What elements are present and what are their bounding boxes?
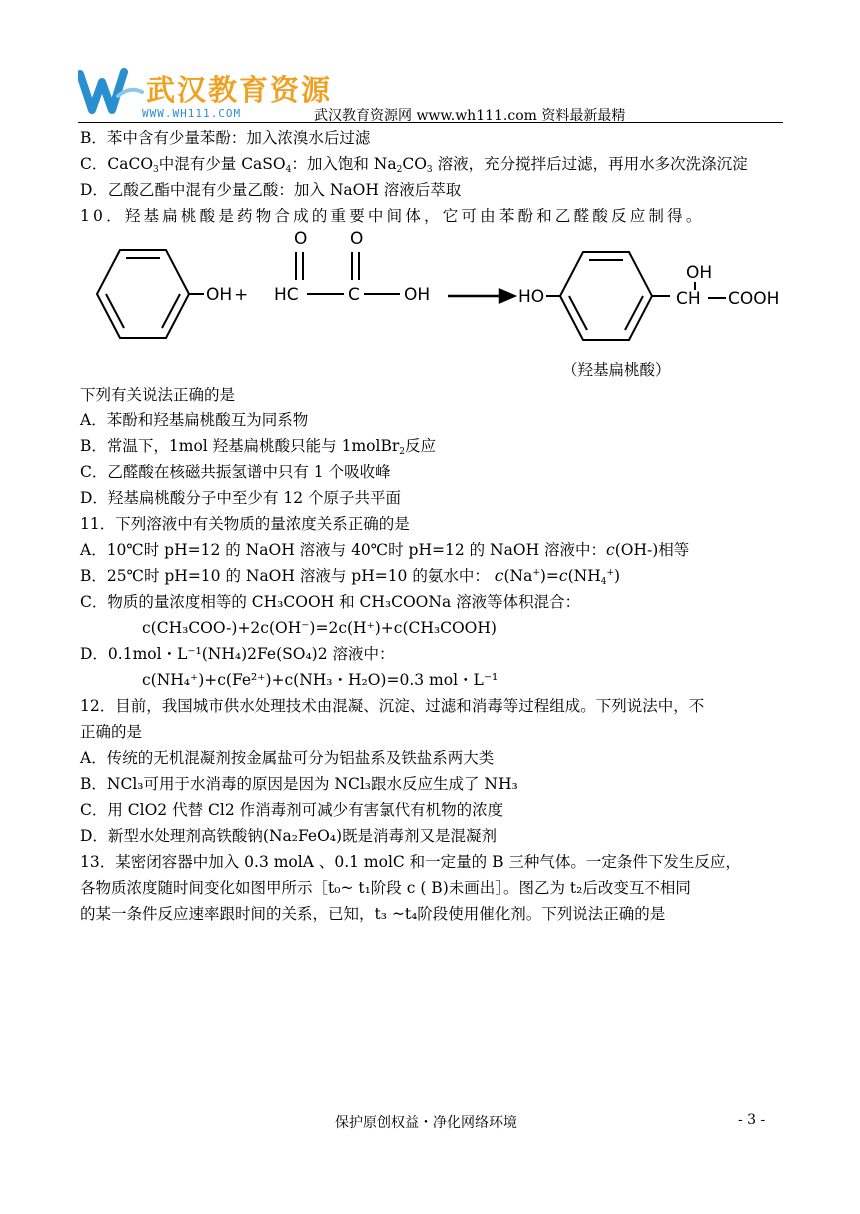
q11-option-d-equation: c(NH₄⁺)+c(Fe²⁺)+c(NH₃・H₂O)=0.3 mol・L⁻¹ — [142, 671, 499, 689]
phenol-oh-label: OH — [206, 285, 233, 305]
product-ch-label: CH — [676, 289, 701, 309]
logo-wave-icon — [78, 66, 144, 116]
glyoxylic-hc-label: HC — [274, 285, 299, 305]
glyoxylic-c-label: C — [348, 285, 360, 305]
q9-option-d: D．乙酸乙酯中混有少量乙酸：加入 NaOH 溶液后萃取 — [80, 181, 462, 199]
glyoxylic-o1-label: O — [294, 229, 308, 249]
q10-option-d: D．羟基扁桃酸分子中至少有 12 个原子共平面 — [80, 489, 402, 507]
q9-option-b: B．苯中含有少量苯酚：加入浓溴水后过滤 — [80, 129, 371, 147]
reaction-arrow — [448, 290, 514, 302]
q11-option-c: C．物质的量浓度相等的 CH₃COOH 和 CH₃COONa 溶液等体积混合： — [80, 593, 581, 611]
q9-option-c: C．CaCO$_3$中混有少量 CaSO$_4$：加入饱和 $Na_2CO_3$ 溶液，充分搅拌后过滤，再用水多次洗涤沉淀 — [80, 155, 748, 175]
q10-option-a: A．苯酚和羟基扁桃酸互为同系物 — [80, 411, 309, 429]
reaction-scheme — [86, 228, 806, 353]
q13-stem-line3: 的某一条件反应速率跟时间的关系，已知，t₃ ~t₄阶段使用催化剂。下列说法正确的是 — [80, 905, 666, 923]
product-cooh-label: COOH — [728, 289, 780, 309]
q12-option-b: B．NCl₃可用于水消毒的原因是因为 NCl₃跟水反应生成了 NH₃ — [80, 775, 518, 793]
logo-url: WWW.WH111.COM — [142, 107, 242, 120]
product-oh-label: OH — [686, 263, 713, 283]
q13-stem-line2: 各物质浓度随时间变化如图甲所示［t₀~ t₁阶段 c ( B)未画出］。图乙为 t₂后改变互不相同 — [80, 879, 691, 897]
plus-sign: + — [234, 285, 249, 305]
logo-text: 武汉教育资源 — [146, 73, 333, 107]
q11-option-c-equation: c(CH₃COO-)+2c(OH⁻)=2c(H⁺)+c(CH₃COOH) — [142, 619, 497, 637]
q12-stem-line1: 12．目前，我国城市供水处理技术由混凝、沉淀、过滤和消毒等过程组成。下列说法中，不 — [80, 697, 705, 715]
footer-slogan: 保护原创权益・净化网络环境 — [335, 1115, 517, 1131]
page-number: - 3 - — [738, 1112, 766, 1128]
q10-stem: 10．羟基扁桃酸是药物合成的重要中间体，它可由苯酚和乙醛酸反应制得。 — [80, 207, 705, 225]
q12-stem-line2: 正确的是 — [80, 723, 143, 741]
q12-option-a: A．传统的无机混凝剂按金属盐可分为铝盐系及铁盐系两大类 — [80, 749, 495, 767]
product-name-caption: （羟基扁桃酸） — [562, 361, 671, 379]
q10-question: 下列有关说法正确的是 — [80, 386, 236, 404]
header-caption: 武汉教育资源网 www.wh111.com 资料最新最精 — [314, 108, 626, 124]
product-ring — [546, 252, 670, 340]
q11-option-a: A．10℃时 pH=12 的 NaOH 溶液与 40℃时 pH=12 的 NaOH 溶液中：c(OH-)相等 — [80, 541, 690, 559]
q13-stem-line1: 13．某密闭容器中加入 0.3 molA 、0.1 molC 和一定量的 B 三种气体。一定条件下发生反应， — [80, 853, 741, 871]
q11-stem: 11．下列溶液中有关物质的量浓度关系正确的是 — [80, 515, 410, 533]
q10-option-c: C．乙醛酸在核磁共振氢谱中只有 1 个吸收峰 — [80, 463, 391, 481]
glyoxylic-o2-label: O — [350, 229, 364, 249]
header-rule — [78, 122, 783, 123]
product-ho-label: HO — [518, 287, 545, 307]
q10-option-b: B．常温下，1mol 羟基扁桃酸只能与 1molBr$_2$反应 — [80, 437, 436, 457]
q11-option-b: B．25℃时 pH=10 的 NaOH 溶液与 pH=10 的氨水中： $c(Na^+)=c(NH_4^+)$ — [80, 567, 621, 587]
phenol-ring — [97, 250, 204, 338]
q12-option-d: D．新型水处理剂高铁酸钠(Na₂FeO₄)既是消毒剂又是混凝剂 — [80, 827, 498, 845]
q11-option-d: D．0.1mol・L⁻¹(NH₄)2Fe(SO₄)2 溶液中： — [80, 645, 395, 663]
q12-option-c: C．用 ClO2 代替 Cl2 作消毒剂可减少有害氯代有机物的浓度 — [80, 801, 504, 819]
glyoxylic-oh-label: OH — [404, 285, 431, 305]
